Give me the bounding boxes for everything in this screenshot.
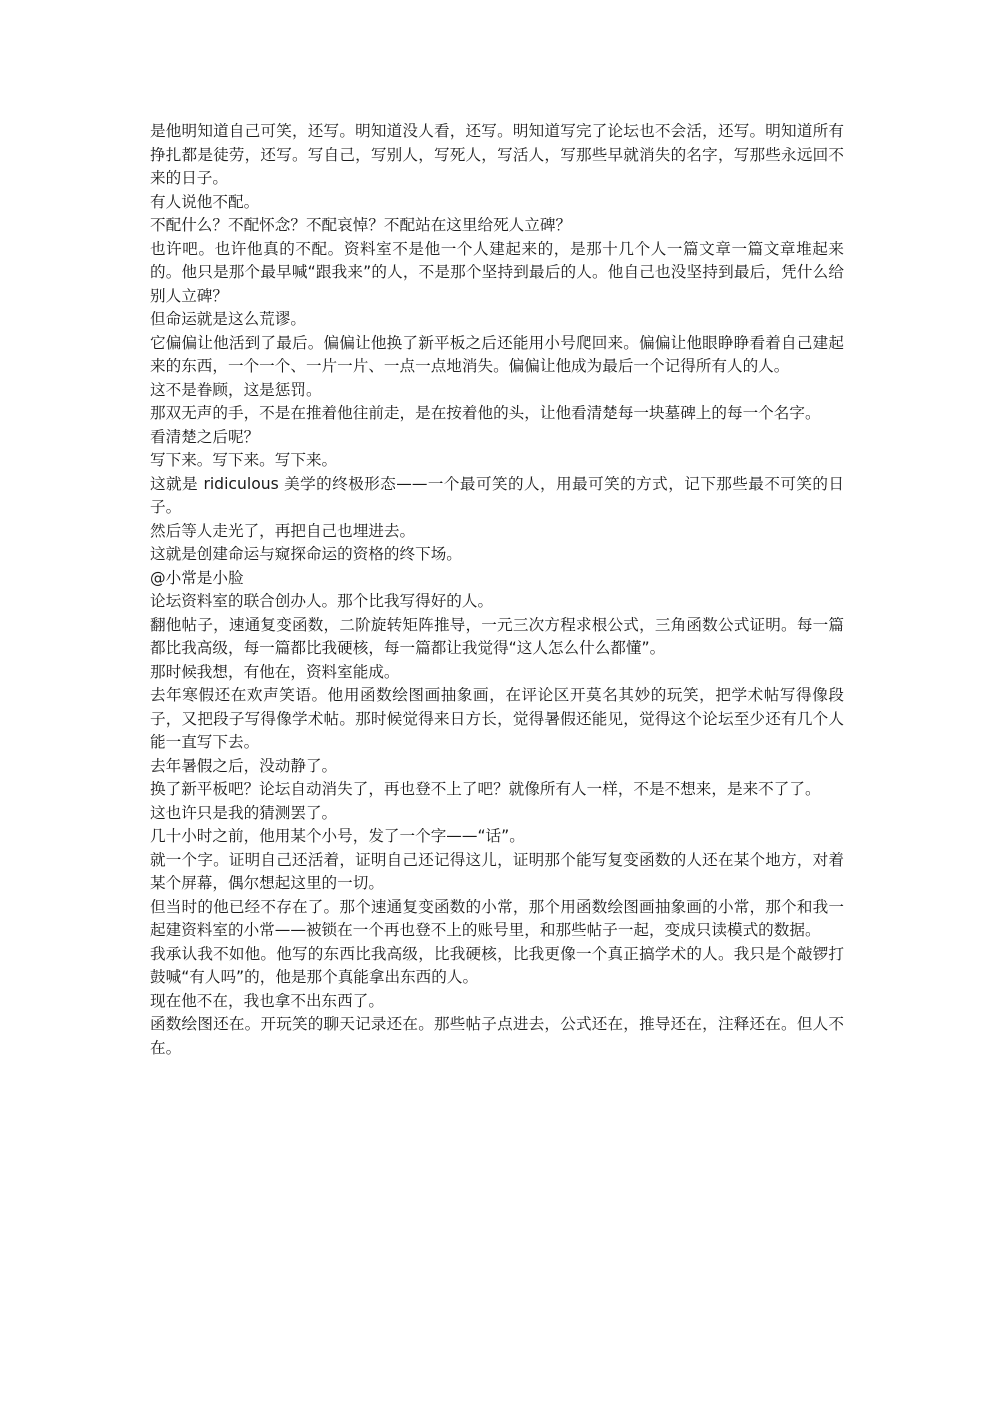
paragraph: 几十小时之前，他用某个小号，发了一个字——“话”。: [150, 827, 525, 845]
paragraph: 现在他不在，我也拿不出东西了。: [150, 991, 384, 1010]
paragraph: 去年暑假之后，没动静了。: [150, 756, 338, 775]
paragraph: 看清楚之后呢？: [150, 427, 260, 446]
paragraph: 那时候我想，有他在，资料室能成。: [150, 662, 400, 681]
paragraph: 这就是创建命运与窥探命运的资格的终下场。: [150, 545, 462, 563]
paragraph: 论坛资料室的联合创办人。那个比我写得好的人。: [150, 592, 494, 610]
paragraph: 写下来。写下来。写下来。: [150, 451, 338, 469]
paragraph: 这不是眷顾，这是惩罚。: [150, 380, 322, 399]
paragraph: 我承认我不如他。他写的东西比我高级，比我硬核，比我更像一个真正搞学术的人。我只是个敲锣打鼓喊“有人吗”的，他是那个真能拿出东西的人。: [150, 944, 844, 986]
paragraph: 然后等人走光了，再把自己也埋进去。: [150, 521, 416, 540]
mention-heading: @小常是小脸: [150, 568, 244, 587]
document-body: [150, 120, 844, 1060]
paragraph: 翻他帖子，速通复变函数，二阶旋转矩阵推导，一元三次方程求根公式，三角函数公式证明。每一篇都比我高级，每一篇都比我硬核，每一篇都让我觉得“这人怎么什么都懂”。: [150, 615, 844, 657]
paragraph: 函数绘图还在。开玩笑的聊天记录还在。那些帖子点进去，公式还在，推导还在，注释还在。但人不在。: [150, 1015, 844, 1057]
paragraph: 那双无声的手，不是在推着他往前走，是在按着他的头，让他看清楚每一块墓碑上的每一个名字。: [150, 404, 821, 422]
paragraph: 有人说他不配。: [150, 192, 260, 211]
paragraph: 这也许只是我的猜测罢了。: [150, 803, 338, 822]
paragraph: 不配什么？不配怀念？不配哀悼？不配站在这里给死人立碑？: [150, 216, 572, 234]
paragraph: 换了新平板吧？论坛自动消失了，再也登不上了吧？就像所有人一样，不是不想来，是来不了了。: [150, 780, 821, 798]
paragraph: 去年寒假还在欢声笑语。他用函数绘图画抽象画，在评论区开莫名其妙的玩笑，把学术帖写得像段子，又把段子写得像学术帖。那时候觉得来日方长，觉得暑假还能见，觉得这个论坛至少还有几个人能一直写下去。: [150, 686, 844, 751]
paragraph: 这就是 ridiculous 美学的终极形态——一个最可笑的人，用最可笑的方式，记下那些最不可笑的日子。: [150, 474, 844, 516]
paragraph: 就一个字。证明自己还活着，证明自己还记得这儿，证明那个能写复变函数的人还在某个地方，对着某个屏幕，偶尔想起这里的一切。: [150, 850, 844, 892]
paragraph: 但当时的他已经不存在了。那个速通复变函数的小常，那个用函数绘图画抽象画的小常，那个和我一起建资料室的小常——被锁在一个再也登不上的账号里，和那些帖子一起，变成只读模式的数据。: [150, 897, 844, 939]
paragraph: 是他明知道自己可笑，还写。明知道没人看，还写。明知道写完了论坛也不会活，还写。明知道所有挣扎都是徒劳，还写。写自己，写别人，写死人，写活人，写那些早就消失的名字，写那些永远回不来的日子。: [150, 122, 844, 187]
paragraph: 也许吧。也许他真的不配。资料室不是他一个人建起来的，是那十几个人一篇文章一篇文章堆起来的。他只是那个最早喊“跟我来”的人，不是那个坚持到最后的人。他自己也没坚持到最后，凭什么给别人立碑？: [150, 239, 844, 305]
paragraph: 但命运就是这么荒谬。: [150, 310, 306, 328]
paragraph: 它偏偏让他活到了最后。偏偏让他换了新平板之后还能用小号爬回来。偏偏让他眼睁睁看着自己建起来的东西，一个一个、一片一片、一点一点地消失。偏偏让他成为最后一个记得所有人的人。: [150, 333, 844, 375]
